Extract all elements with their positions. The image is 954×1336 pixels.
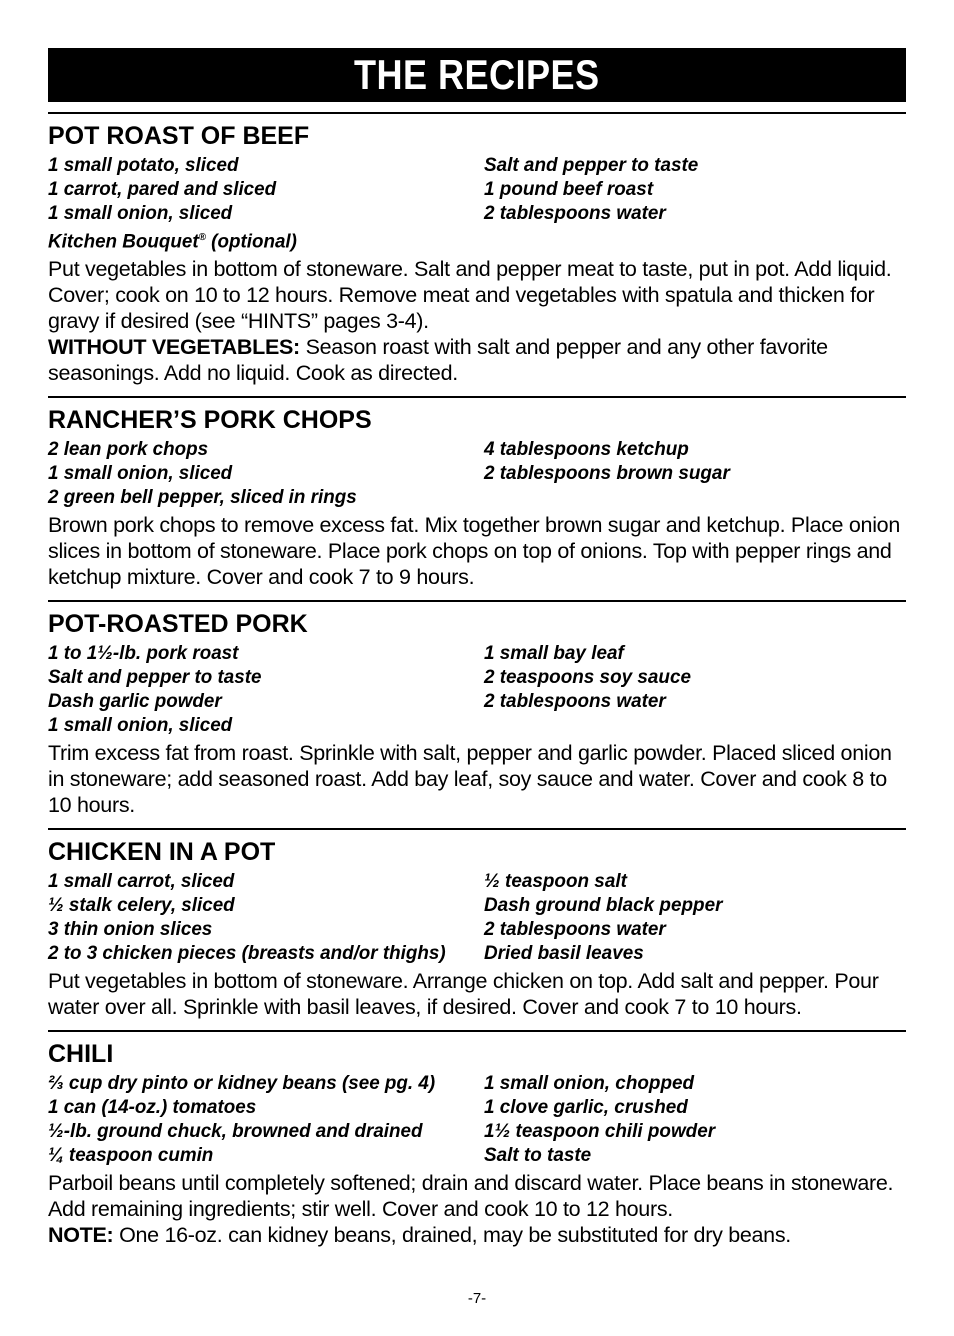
ingredient-list xyxy=(48,438,906,510)
page-title: THE RECIPES xyxy=(354,51,600,98)
ingredient-item: ½ stalk celery, sliced xyxy=(48,895,235,917)
ingredient-item: 1 small bay leaf xyxy=(484,643,624,665)
recipe-directions xyxy=(48,968,906,1020)
recipe-directions xyxy=(48,1170,906,1248)
ingredient-item xyxy=(484,486,904,510)
ingredient-item: Dash garlic powder xyxy=(48,691,222,713)
recipe-list xyxy=(48,112,906,1248)
page-number: -7- xyxy=(467,1290,487,1307)
ingredient-item xyxy=(484,714,904,738)
recipe-title: CHICKEN IN A POT xyxy=(48,838,276,867)
ingredient-item: 1 clove garlic, crushed xyxy=(484,1097,688,1119)
ingredient-item: 2 to 3 chicken pieces (breasts and/or thighs) xyxy=(48,943,446,965)
recipe-section xyxy=(48,838,906,1020)
ingredient-item: 2 tablespoons water xyxy=(484,203,666,224)
title-banner xyxy=(48,48,906,102)
ingredient-item: Salt to taste xyxy=(484,1145,592,1167)
ingredient-item: 1 small onion, sliced xyxy=(48,715,233,737)
ingredient-item: 4 tablespoons ketchup xyxy=(484,439,689,461)
ingredient-item: 1 carrot, pared and sliced xyxy=(48,179,277,200)
ingredient-item: 1 small potato, sliced xyxy=(48,155,239,176)
ingredient-item: ⅔ cup dry pinto or kidney beans (see pg. 4) xyxy=(48,1073,436,1095)
ingredient-list xyxy=(48,1072,906,1168)
ingredient-item: 1 small carrot, sliced xyxy=(48,871,235,893)
ingredient-item: Dash ground black pepper xyxy=(484,895,723,917)
ingredient-item xyxy=(484,226,904,254)
directions-text: One 16-oz. can kidney beans, drained, may be substituted for dry beans. xyxy=(113,1223,791,1248)
ingredient-list xyxy=(48,870,906,966)
ingredient-item: 2 lean pork chops xyxy=(48,439,209,461)
recipe-page xyxy=(48,48,906,1248)
ingredient-item: 2 teaspoons soy sauce xyxy=(484,667,692,689)
ingredient-item: 2 tablespoons water xyxy=(484,919,666,941)
directions-lead: WITHOUT VEGETABLES: xyxy=(48,335,300,360)
ingredient-item: 1 pound beef roast xyxy=(484,179,654,200)
ingredient-item: Salt and pepper to taste xyxy=(48,667,262,689)
recipe-title: POT ROAST OF BEEF xyxy=(48,122,310,150)
directions-lead: NOTE: xyxy=(48,1223,114,1248)
recipe-directions xyxy=(48,512,906,590)
directions-text: Put vegetables in bottom of stoneware. Arrange chicken on top. Add salt and pepper. Pour water over all. Sprinkle with basil leaves, if desired. Cover and cook 7 to 10 hours. xyxy=(48,969,879,1020)
recipe-section xyxy=(48,610,906,818)
directions-text: Put vegetables in bottom of stoneware. Salt and pepper meat to taste, put in pot. Add liquid. Cover; cook on 10 to 12 hours. Remove meat and vegetables with spatula and thicken for gravy if desired (see “HINTS” pages 3-4). xyxy=(48,257,892,334)
ingredient-item: 1 small onion, chopped xyxy=(484,1073,695,1095)
ingredient-item: ¼ teaspoon cumin xyxy=(48,1145,214,1167)
directions-paragraph xyxy=(48,512,906,590)
recipe-section xyxy=(48,122,906,386)
ingredient-item: 1½ teaspoon chili powder xyxy=(484,1121,716,1143)
directions-paragraph xyxy=(48,1222,906,1248)
recipe-title: POT-ROASTED PORK xyxy=(48,610,308,639)
ingredient-item: 1 to 1½-lb. pork roast xyxy=(48,643,239,665)
ingredient-item: Kitchen Bouquet® (optional) xyxy=(48,231,297,253)
section-divider xyxy=(48,396,906,398)
recipe-title: CHILI xyxy=(48,1040,114,1069)
ingredient-item: Salt and pepper to taste xyxy=(484,155,699,176)
recipe-title: RANCHER’S PORK CHOPS xyxy=(48,406,372,435)
directions-text: Season roast with salt and pepper and any other favorite seasonings. Add no liquid. Cook as directed. xyxy=(48,335,828,386)
section-divider xyxy=(48,112,906,114)
ingredient-item: 2 tablespoons brown sugar xyxy=(484,463,730,485)
directions-paragraph xyxy=(48,256,906,334)
directions-text: Trim excess fat from roast. Sprinkle with salt, pepper and garlic powder. Placed sliced onion in stoneware; add seasoned roast. Add bay leaf, soy sauce and water. Cover and cook 8 to 10 hours. xyxy=(48,741,892,818)
ingredient-item: ½-lb. ground chuck, browned and drained xyxy=(48,1121,423,1143)
directions-paragraph xyxy=(48,740,906,818)
ingredient-item: 1 small onion, sliced xyxy=(48,463,233,485)
ingredient-list xyxy=(48,154,906,254)
directions-paragraph xyxy=(48,334,906,386)
recipe-directions xyxy=(48,256,906,386)
ingredient-item: 2 green bell pepper, sliced in rings xyxy=(48,487,357,509)
section-divider xyxy=(48,600,906,602)
ingredient-item: 1 small onion, sliced xyxy=(48,203,233,224)
recipe-section xyxy=(48,406,906,590)
directions-paragraph xyxy=(48,1170,906,1222)
section-divider xyxy=(48,1030,906,1032)
ingredient-item: 1 can (14-oz.) tomatoes xyxy=(48,1097,257,1119)
directions-text: Parboil beans until completely softened; drain and discard water. Place beans in stoneware. Add remaining ingredients; stir well. Cover and cook 10 to 12 hours. xyxy=(48,1171,894,1222)
ingredient-item: Dried basil leaves xyxy=(484,943,644,965)
directions-text: Brown pork chops to remove excess fat. Mix together brown sugar and ketchup. Place onion slices in bottom of stoneware. Place pork chops on top of onions. Top with pepper rings and ketchup mixture. Cover and cook 7 to 9 hours. xyxy=(48,513,900,590)
recipe-directions xyxy=(48,740,906,818)
ingredient-item: ½ teaspoon salt xyxy=(484,871,627,893)
recipe-section xyxy=(48,1040,906,1248)
section-divider xyxy=(48,828,906,830)
ingredient-item: 2 tablespoons water xyxy=(484,691,666,713)
ingredient-list xyxy=(48,642,906,738)
directions-paragraph xyxy=(48,968,906,1020)
ingredient-item: 3 thin onion slices xyxy=(48,919,213,941)
